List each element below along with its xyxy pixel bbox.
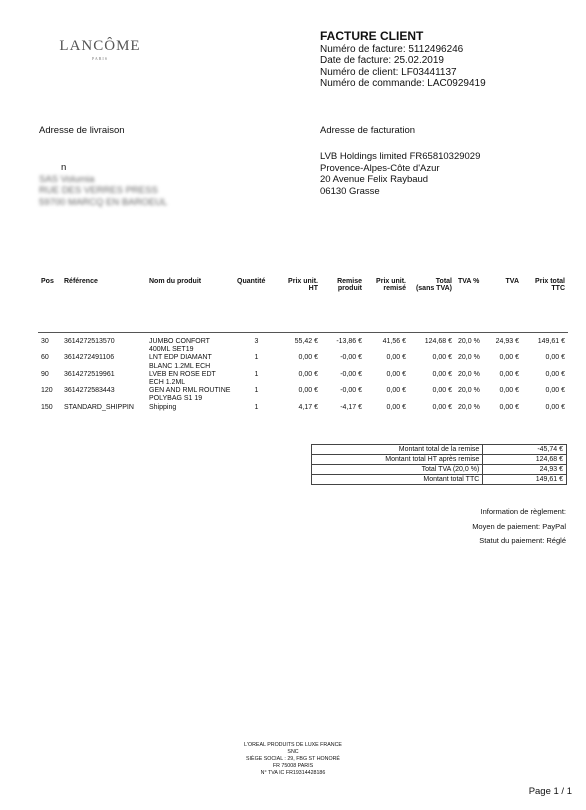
totals-row: [312, 465, 567, 475]
col-vat: TVA: [489, 278, 522, 333]
cell-price-discounted: 0,00 €: [386, 354, 406, 362]
client-number: Numéro de client: LF03441137: [320, 66, 457, 78]
cell-price-discounted: 0,00 €: [386, 387, 406, 395]
cell-name: Shipping: [149, 403, 177, 411]
cell-vat-pct: 20,0 %: [458, 370, 480, 378]
cell-pos: 150: [41, 403, 53, 411]
cell-ref: 3614272519961: [64, 370, 115, 378]
cell-ref: 3614272583443: [64, 387, 115, 395]
table-row: [38, 333, 568, 355]
invoice-title: FACTURE CLIENT: [320, 29, 424, 43]
totals-row: [312, 475, 567, 485]
cell-qty: 1: [254, 354, 259, 362]
totals-label: Montant total TTC: [312, 475, 483, 485]
table-row: [38, 404, 568, 412]
items-table: [38, 278, 568, 412]
cell-discount: -0,00 €: [340, 387, 362, 395]
cell-vat-pct: 20,0 %: [458, 403, 480, 411]
cell-total: 0,00 €: [432, 370, 452, 378]
cell-vat: 0,00 €: [499, 370, 519, 378]
totals-value: 149,61 €: [483, 475, 567, 485]
cell-qty: 3: [254, 338, 259, 345]
payment-info: [472, 505, 566, 549]
cell-ttc: 149,61 €: [537, 338, 565, 345]
totals-label: Montant total de la remise: [312, 445, 483, 455]
totals-row: [312, 455, 567, 465]
cell-vat-pct: 20,0 %: [458, 354, 480, 362]
table-row: [38, 387, 568, 403]
col-pos: Pos: [38, 278, 61, 333]
cell-price: 0,00 €: [298, 354, 318, 362]
delivery-address-label: Adresse de livraison: [39, 125, 125, 136]
cell-price: 55,42 €: [294, 338, 318, 345]
col-ttc: Prix total TTC: [522, 278, 568, 333]
billing-address: [320, 151, 480, 197]
cell-ttc: 0,00 €: [545, 370, 565, 378]
order-number: Numéro de commande: LAC0929419: [320, 78, 486, 89]
cell-total: 0,00 €: [432, 403, 452, 411]
cell-total: 0,00 €: [432, 354, 452, 362]
footer-line: FR 75008 PARIS: [272, 763, 314, 769]
table-row: [38, 371, 568, 387]
totals-box: [311, 444, 567, 485]
delivery-line: SAS Volumia: [39, 173, 95, 185]
payment-status: Statut du paiement: Réglé: [479, 536, 566, 545]
cell-price-discounted: 41,56 €: [382, 338, 406, 345]
cell-total: 124,68 €: [424, 338, 452, 345]
cell-vat: 0,00 €: [499, 354, 519, 362]
cell-pos: 60: [41, 354, 49, 362]
cell-name: GEN AND RML ROUTINE POLYBAG S1 19: [149, 387, 231, 403]
col-qty: Quantité: [234, 278, 279, 333]
col-price: Prix unit. HT: [279, 278, 321, 333]
billing-line: 20 Avenue Felix Raybaud: [320, 174, 429, 185]
page-number: Page 1 / 1: [528, 786, 572, 797]
footer-line: SNC: [287, 749, 299, 755]
cell-pos: 30: [41, 338, 49, 345]
col-price-discounted: Prix unit. remisé: [365, 278, 409, 333]
cell-ref: 3614272491106: [64, 354, 115, 362]
company-footer: [0, 742, 586, 777]
cell-ref: STANDARD_SHIPPIN: [64, 403, 134, 411]
cell-ttc: 0,00 €: [545, 354, 565, 362]
cell-vat: 24,93 €: [495, 338, 519, 345]
totals-value: 124,68 €: [483, 455, 567, 465]
cell-vat-pct: 20,0 %: [458, 338, 480, 345]
payment-title: Information de règlement:: [480, 507, 566, 516]
cell-price: 0,00 €: [298, 370, 318, 378]
cell-pos: 120: [41, 387, 53, 395]
cell-ttc: 0,00 €: [545, 403, 565, 411]
cell-price: 4,17 €: [298, 403, 318, 411]
delivery-line: n: [61, 162, 67, 173]
footer-line: N° TVA IC FR19314428186: [260, 770, 326, 776]
cell-discount: -0,00 €: [340, 354, 362, 362]
delivery-line: RUE DES VERRES PRESS: [39, 185, 158, 196]
cell-vat: 0,00 €: [499, 403, 519, 411]
cell-qty: 1: [254, 387, 259, 395]
brand-name: LANCÔME: [59, 38, 141, 54]
delivery-address: [39, 162, 167, 208]
billing-address-label: Adresse de facturation: [320, 125, 416, 136]
delivery-line: 59700 MARCQ EN BAROEUL: [39, 196, 168, 208]
cell-name: LNT EDP DIAMANT BLANC 1.2ML ECH: [149, 354, 212, 370]
invoice-date: Date de facture: 25.02.2019: [320, 55, 444, 66]
invoice-header: [320, 31, 486, 90]
billing-line: 06130 Grasse: [320, 185, 380, 197]
footer-line: L'OREAL PRODUITS DE LUXE FRANCE: [244, 742, 342, 748]
cell-price-discounted: 0,00 €: [386, 403, 406, 411]
table-header-row: [38, 278, 568, 333]
billing-line: LVB Holdings limited FR65810329029: [320, 151, 481, 162]
brand-sub: PARIS: [92, 56, 108, 61]
billing-line: Provence-Alpes-Côte d'Azur: [320, 162, 440, 174]
cell-total: 0,00 €: [432, 387, 452, 395]
cell-ttc: 0,00 €: [545, 387, 565, 395]
col-discount: Remise produit: [321, 278, 365, 333]
cell-price-discounted: 0,00 €: [386, 370, 406, 378]
brand-logo: [40, 38, 160, 61]
totals-label: Montant total HT après remise: [312, 455, 483, 465]
cell-discount: -4,17 €: [340, 403, 362, 411]
totals-value: -45,74 €: [483, 445, 567, 455]
totals-value: 24,93 €: [483, 465, 567, 475]
cell-name: JUMBO CONFORT 400ML SET19: [149, 338, 210, 354]
cell-ref: 3614272513570: [64, 338, 115, 345]
totals-label: Total TVA (20,0 %): [312, 465, 483, 475]
cell-discount: -13,86 €: [336, 338, 362, 345]
payment-method: Moyen de paiement: PayPal: [472, 521, 566, 531]
cell-price: 0,00 €: [298, 387, 318, 395]
invoice-number: Numéro de facture: 5112496246: [320, 43, 464, 55]
col-total: Total (sans TVA): [409, 278, 455, 333]
totals-row: [312, 445, 567, 455]
cell-vat-pct: 20,0 %: [458, 387, 480, 395]
col-vat-pct: TVA %: [455, 278, 489, 333]
cell-vat: 0,00 €: [499, 387, 519, 395]
cell-qty: 1: [254, 370, 259, 378]
cell-pos: 90: [41, 370, 49, 378]
cell-name: LVEB EN ROSE EDT ECH 1.2ML: [149, 370, 216, 387]
footer-line: SIÈGE SOCIAL : 29, FBG ST HONORÉ: [246, 756, 340, 762]
col-name: Nom du produit: [146, 278, 234, 333]
table-row: [38, 354, 568, 370]
cell-discount: -0,00 €: [340, 370, 362, 378]
col-ref: Référence: [61, 278, 146, 333]
cell-qty: 1: [254, 403, 259, 411]
